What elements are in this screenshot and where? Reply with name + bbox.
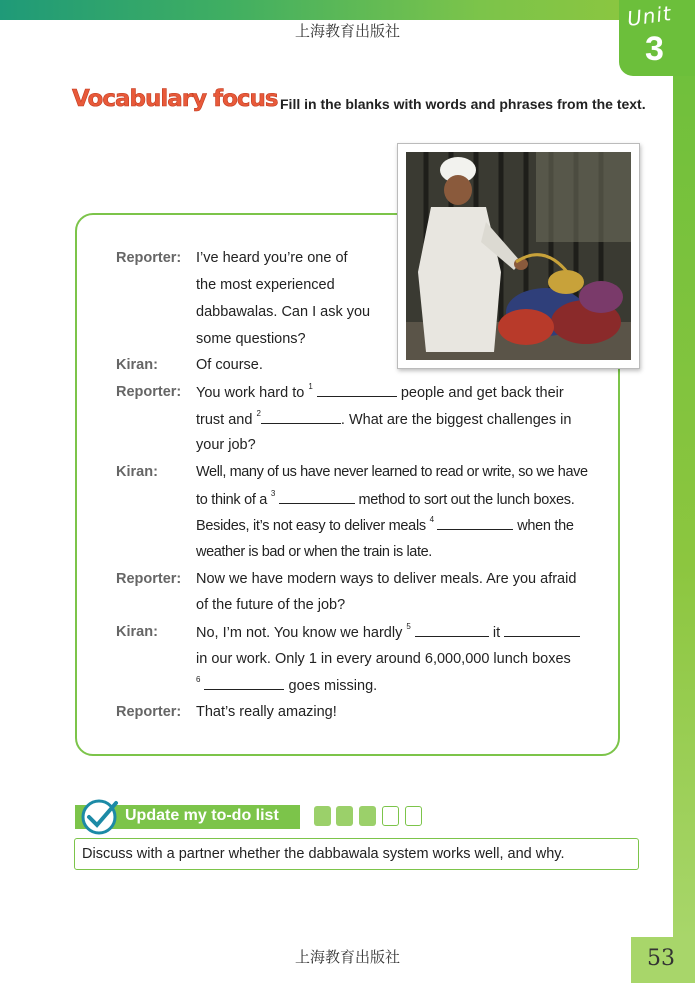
answer-blank-5a[interactable] xyxy=(415,624,489,637)
todo-task-text: Discuss with a partner whether the dabbawala system works well, and why. xyxy=(82,846,565,862)
dialogue-line: Besides, it’s not easy to deliver meals $^4$ when the xyxy=(196,515,574,534)
speaker-reporter: Reporter: xyxy=(116,704,182,720)
blank-number: 2 xyxy=(256,409,261,418)
todo-label: Update my to-do list xyxy=(125,807,279,824)
blank-number: 3 xyxy=(270,489,275,498)
progress-square-filled xyxy=(336,806,353,826)
answer-blank-3[interactable] xyxy=(279,491,355,504)
dialogue-line: your job? xyxy=(196,437,256,453)
answer-blank-4[interactable] xyxy=(437,517,513,530)
page-number: 53 xyxy=(647,946,675,971)
progress-square-empty xyxy=(382,806,399,826)
speaker-reporter: Reporter: xyxy=(116,571,182,587)
dialogue-line: That’s really amazing! xyxy=(196,704,337,720)
dialogue-line: in our work. Only 1 in every around 6,000,000 lunch boxes xyxy=(196,651,571,667)
dialogue-line: You work hard to $^1$ people and get back their xyxy=(196,382,564,401)
dialogue-line: some questions? xyxy=(196,331,306,347)
blank-number: 4 xyxy=(429,515,434,524)
speaker-kiran: Kiran: xyxy=(116,357,158,373)
top-color-bar xyxy=(0,0,640,20)
dialogue-line: I’ve heard you’re one of xyxy=(196,250,348,266)
progress-square-empty xyxy=(405,806,422,826)
checkmark-icon xyxy=(80,797,122,837)
dabbawala-photo-icon xyxy=(397,143,640,369)
dialogue-line: dabbawalas. Can I ask you xyxy=(196,304,371,320)
dialogue-line: Of course. xyxy=(196,357,263,373)
progress-square-filled xyxy=(359,806,376,826)
right-color-bar xyxy=(673,0,695,940)
answer-blank-1[interactable] xyxy=(317,384,397,397)
footer-publisher: 上海教育出版社 xyxy=(294,948,400,966)
dialogue-line: Well, many of us have never learned to read or write, so we have xyxy=(196,464,588,480)
blank-number: 5 xyxy=(406,622,411,631)
answer-blank-6[interactable] xyxy=(204,677,284,690)
dialogue-line: trust and $^2$ . What are the biggest challenges in xyxy=(196,409,572,428)
dialogue-line: the most experienced xyxy=(196,277,335,293)
dialogue-line: No, I’m not. You know we hardly $^5$ it xyxy=(196,624,580,641)
dialogue-line: Now we have modern ways to deliver meals. Are you afraid xyxy=(196,571,577,587)
unit-number: 3 xyxy=(645,30,664,68)
unit-label: Unit xyxy=(625,1,674,31)
blank-number: 1 xyxy=(308,382,313,391)
answer-blank-5b[interactable] xyxy=(504,624,580,637)
section-title: Vocabulary focus xyxy=(72,86,278,112)
speaker-kiran: Kiran: xyxy=(116,624,158,640)
speaker-reporter: Reporter: xyxy=(116,384,182,400)
dialogue-line: of the future of the job? xyxy=(196,597,346,613)
answer-blank-2[interactable] xyxy=(261,411,341,424)
header-publisher: 上海教育出版社 xyxy=(294,22,400,40)
dialogue-line: $^6$ goes missing. xyxy=(196,675,378,694)
progress-square-filled xyxy=(314,806,331,826)
dialogue-line: to think of a $^3$ method to sort out the lunch boxes. xyxy=(196,489,575,508)
speaker-kiran: Kiran: xyxy=(116,464,158,480)
blank-number: 6 xyxy=(196,675,201,684)
speaker-reporter: Reporter: xyxy=(116,250,182,266)
section-instruction: Fill in the blanks with words and phrases from the text. xyxy=(280,96,646,112)
dialogue-line: weather is bad or when the train is late. xyxy=(196,544,432,560)
